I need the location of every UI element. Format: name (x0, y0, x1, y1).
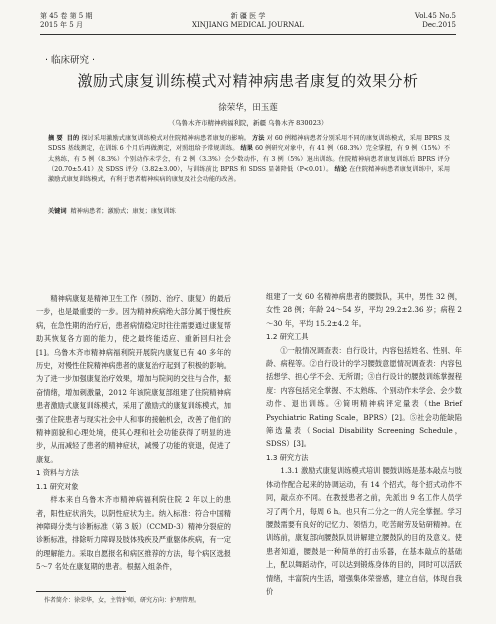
header-journal-en: XINJIANG MEDICAL JOURNAL (192, 21, 304, 29)
running-header (40, 12, 456, 40)
header-journal-cn: 新 疆 医 学 (230, 12, 266, 20)
body-left-column (36, 292, 231, 574)
abstract (48, 134, 450, 185)
abstract-methods-label: 方法 (252, 135, 265, 142)
article-authors: 徐荣华，田玉莲 (218, 103, 278, 113)
header-vol-no: Vol.45 No.5 (414, 12, 456, 20)
footnote-rule (36, 591, 126, 592)
author-footnote: 作者简介：徐荣华，女，主管护师，研究方向：护理管理。 (44, 597, 201, 604)
abstract-results-label: 结果 (240, 145, 254, 153)
abstract-conclusion-label: 结论 (334, 165, 348, 173)
subjects-paragraph: 样本来自乌鲁木齐市精神病福利院住院 2 年以上的患者，阳性症状消失，以阴性症状为主。纳入标准：符合中国精神障碍分类与诊断标准（第 3 版）（CCMD-3）精神分裂症的诊断标准，排除听力障碍及肢体残疾及严重躯体疾病，有一定的理解能力。采取自愿报名和病区推荐的方法，每个病区选报 5～7 名处在康复期的患者。根据入组条件， (36, 495, 231, 572)
abstract-conclusion: 在住院精神病患者康复训练中，采用激励式康复训练模式，有利于患者精神疾病的康复及社会功能的改善。 (48, 165, 451, 184)
header-volume: 第 45 卷 第 5 期 (40, 12, 93, 20)
section-tag: · 临床研究 · (45, 55, 96, 66)
keywords-label: 关键词 (48, 208, 67, 215)
header-vol-en (415, 12, 456, 30)
abstract-results: 60 例研究对象中，有 41 例（68.3%）完全掌握，有 9 例（15%）不太熟练，有 5 例（8.3%）个别动作未学会，有 2 例（3.3%）会少数动作，有 3 例（5%）退出训练。住院精神病患者康复训练后 BPRS 评分（20.70±5.41）及 SDSS 评分（3.82±3.00），与训练前比 BPRS 和 SDSS 显著降低（P<0.01）。 (48, 145, 451, 173)
body-right-column (266, 290, 462, 598)
left-intro-paragraph: 精神病康复是精神卫生工作（预防、治疗、康复）的最后一步，也是最重要的一步。因为精神疾病绝大部分属于慢性疾病，在急性期的治疗后，患者病情稳定时往往需要通过康复帮助其恢复各方面的能力，使之最终能适应、重新回归社会[1]。乌鲁木齐市精神病福利院开展院内康复已有 40 多年的历史，对慢性住院精神病患者的康复治疗起到了积极的影响。为了进一步加强康复治疗效果，增加与院间的交往与合作，振奋情绪，增加刺激量，2012 年该院康复部组建了住院精神病患者激励式康复训练模式，采用了激励式的康复训练模式，加强了住院患者与现实社会中人和事的接触机会，改善了他们的精神面貌和心理处境，使其心理和社会功能获得了明显的进步，从而减轻了患者的精神症状，减慢了功能的衰退，促进了康复。 (36, 294, 231, 464)
header-rule (40, 34, 456, 35)
heading-methods: 1.3 研究方法 (266, 452, 309, 462)
methods-paragraph: 1.3.1 激励式康复训练模式培训 腰鼓训练是基本敲点与肢体动作配合起来的协调运动，有 14 个招式，每个招式动作不同，敲点亦不同。在教授患者之前，先派出 9 名工作人员学习了两个月，每周 6 h。也只有二分之一的人完全掌握。学习腰鼓需要有良好的记忆力、领悟力，吃苦耐劳及钻研精神。在训练前，康复部向腰鼓队员讲解建立腰鼓队的目的及意义。使患者知道，腰鼓是一种简单的打击乐器，在基本敲点的基础上，配以舞蹈动作，可以达到锻炼身体的目的，同时可以活跃情绪，丰富院内生活，增强集体荣誉感，建立自信，体现自我价 (266, 466, 462, 596)
header-journal (40, 12, 456, 30)
abstract-objective: 探讨采用激励式康复训练模式对住院精神病患者康复的影响。 (81, 135, 250, 142)
abstract-objective-label: 目的 (66, 135, 80, 142)
keywords (48, 206, 450, 215)
keywords-text: 精神病患者；激励式；康复；康复训练 (70, 208, 176, 215)
article-title: 激励式康复训练模式对精神病患者康复的效果分析 (77, 72, 419, 90)
abstract-methods: 对 60 例精神病患者分别采用不同的康复训练模式，采用 BPRS 及 SDSS 基线测定，在训练 6 个月后再做测定，对照组给予常规训练。 (48, 135, 451, 153)
article-affiliation: （乌鲁木齐市精神病福利院，新疆 乌鲁木齐 830023） (168, 119, 328, 127)
abstract-label: 摘 要 (48, 135, 63, 142)
heading-tools: 1.2 研究工具 (266, 332, 309, 342)
right-cont-paragraph: 组建了一支 60 名精神病患者的腰鼓队，其中，男性 32 例，女性 28 例；年龄 24～54 岁，平均 29.2±2.36 岁；病程 2～30 年，平均 15.2±4.2 年。 (266, 292, 462, 328)
header-date: 2015 年 5 月 (40, 21, 83, 29)
tools-paragraph: ①一般情况调查表：自行设计，内容包括姓名、性别、年龄、病程等。②自行设计的学习腰鼓意愿情况调查表：内容包括想学、担心学不会、无所谓；③自行设计的腰鼓训练掌握程度：内容包括完全掌握、不太熟练、个别动作未学会、会少数动作、退出训练。④简明精神病评定量表（the Brief Psychiatric Rating Scale，BPRS）[2]。⑤社会功能缺陷筛选量表（Social Disability Screening Schedule，SDSS）[3]。 (266, 345, 462, 449)
header-date-en: Dec.2015 (422, 21, 456, 29)
heading-subjects: 1.1 研究对象 (36, 481, 79, 491)
heading-materials-methods: 1 资料与方法 (36, 468, 79, 478)
